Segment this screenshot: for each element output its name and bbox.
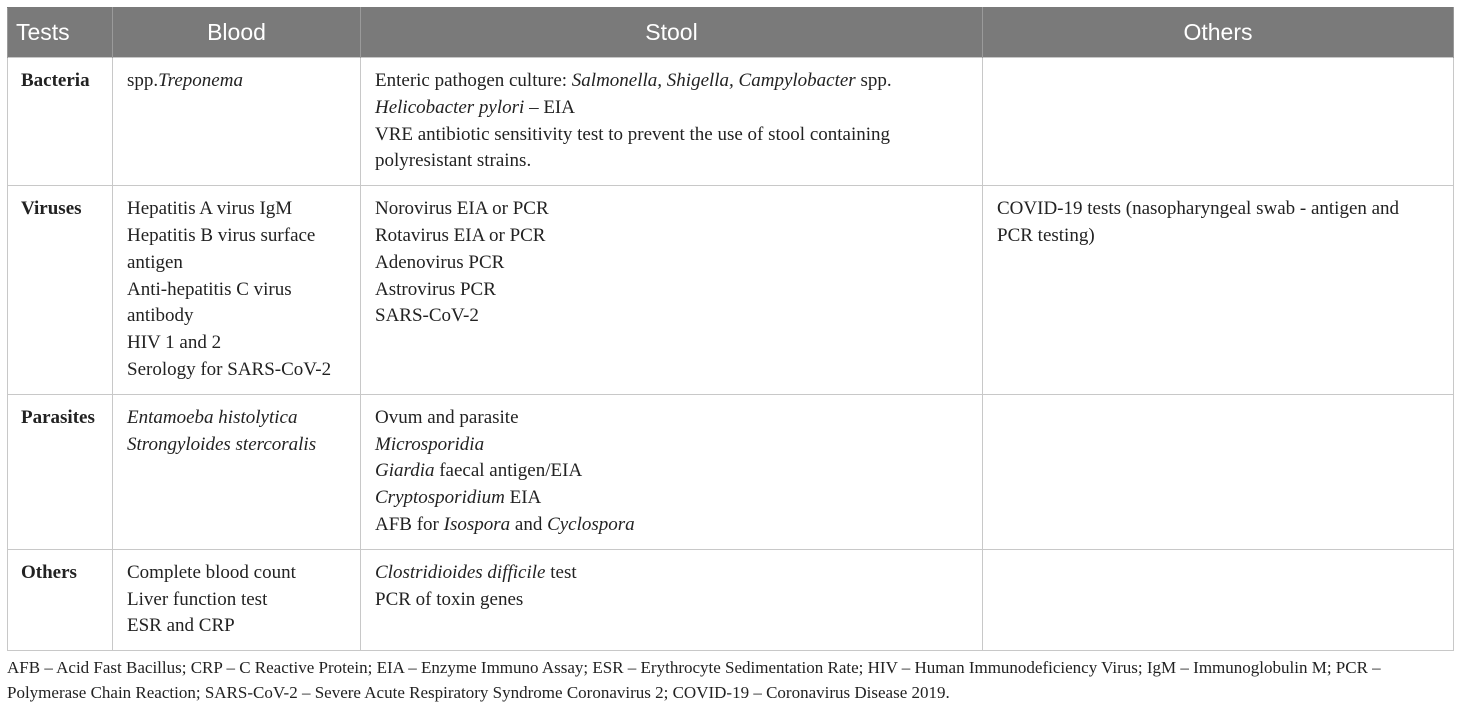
italic-text: Treponema: [158, 70, 243, 91]
cell-line: [375, 148, 968, 175]
cell-line: [375, 587, 968, 614]
text: spp.: [855, 70, 892, 91]
italic-text: Isospora: [443, 513, 511, 535]
cell-line: [375, 303, 968, 330]
cell-line: [127, 223, 346, 250]
table-row: [8, 549, 1454, 650]
text: Complete blood count: [127, 561, 296, 583]
text: Ovum and parasite: [375, 406, 519, 428]
cell-line: [127, 303, 346, 330]
text: Serology for SARS-CoV-2: [127, 358, 332, 380]
cell-line: [375, 405, 968, 432]
cell-line: [127, 196, 346, 223]
header-stool: Stool: [361, 8, 983, 58]
header-others: Others: [983, 8, 1454, 58]
others-cell: [983, 549, 1454, 650]
italic-text: Helicobacter pylori: [375, 96, 525, 118]
cell-line: [127, 405, 346, 432]
stool-cell: [361, 58, 983, 186]
text: AFB for: [375, 513, 444, 535]
cell-line: [375, 277, 968, 304]
stool-cell: [361, 394, 983, 549]
cell-line: [127, 357, 346, 384]
stool-cell: [361, 186, 983, 395]
cell-line: [127, 560, 346, 587]
text: HIV 1 and 2: [127, 332, 222, 354]
text: Anti-hepatitis C virus: [127, 278, 292, 300]
cell-line: [375, 432, 968, 459]
header-blood: Blood: [113, 8, 361, 58]
text: PCR of toxin genes: [375, 588, 524, 610]
text: Norovirus EIA or PCR: [375, 198, 549, 220]
text: Liver function test: [127, 588, 268, 610]
text: polyresistant strains.: [375, 150, 532, 172]
text: antigen: [127, 251, 183, 273]
italic-text: Salmonella, Shigella, Campylobacter: [571, 70, 856, 91]
blood-cell: [113, 394, 361, 549]
cell-line: [127, 250, 346, 277]
cell-line: [127, 432, 346, 459]
italic-text: Strongyloides stercoralis: [127, 433, 317, 455]
blood-cell: [113, 549, 361, 650]
text: Rotavirus EIA or PCR: [375, 224, 546, 246]
text: COVID-19 tests (nasopharyngeal swab - antigen and: [997, 198, 1400, 220]
cell-line: [997, 196, 1439, 223]
table-row: [8, 394, 1454, 549]
text: faecal antigen/EIA: [434, 460, 583, 482]
text: EIA: [504, 487, 542, 509]
cell-line: [127, 68, 346, 95]
cell-line: [997, 223, 1439, 250]
row-category: Parasites: [8, 394, 113, 549]
italic-text: Cryptosporidium: [375, 487, 505, 509]
text: VRE antibiotic sensitivity test to prevent the use of stool containing: [375, 123, 891, 145]
cell-line: [375, 485, 968, 512]
table-row: [8, 58, 1454, 186]
italic-text: Clostridioides difficile: [375, 561, 546, 583]
cell-line: [375, 250, 968, 277]
text: spp.: [127, 70, 159, 91]
text: SARS-CoV-2: [375, 305, 479, 327]
cell-line: [127, 613, 346, 640]
text: – EIA: [524, 96, 575, 118]
cell-line: [127, 330, 346, 357]
text: antibody: [127, 305, 194, 327]
cell-line: [375, 122, 968, 149]
others-cell: [983, 186, 1454, 395]
text: Enteric pathogen culture:: [375, 70, 572, 91]
italic-text: Entamoeba histolytica: [127, 406, 298, 428]
row-category: Bacteria: [8, 58, 113, 186]
text: test: [545, 561, 577, 583]
cell-line: [375, 196, 968, 223]
cell-line: [375, 223, 968, 250]
table-header-row: [8, 8, 1454, 58]
text: PCR testing): [997, 224, 1095, 246]
cell-line: [375, 95, 968, 122]
cell-line: [375, 560, 968, 587]
cell-line: [375, 512, 968, 539]
tests-table: [7, 7, 1454, 651]
cell-line: [375, 458, 968, 485]
row-category: Others: [8, 549, 113, 650]
header-tests: Tests: [8, 8, 113, 58]
text: Hepatitis A virus IgM: [127, 198, 293, 220]
cell-line: [375, 68, 968, 95]
italic-text: Cyclospora: [547, 513, 635, 535]
others-cell: [983, 58, 1454, 186]
table-footnote: AFB – Acid Fast Bacillus; CRP – C Reactive Protein; EIA – Enzyme Immuno Assay; ESR – Erythrocyte Sedimentation Rate; HIV – Human Immunodeficiency Virus; IgM – Immunoglobulin M; PCR – Polymerase Chain Reaction; SARS-CoV-2 – Severe Acute Respiratory Syndrome Coronavirus 2; COVID-19 – Coronavirus Disease 2019.: [7, 658, 1381, 702]
text: Adenovirus PCR: [375, 251, 505, 273]
italic-text: Microsporidia: [375, 433, 485, 455]
others-cell: [983, 394, 1454, 549]
cell-line: [127, 587, 346, 614]
stool-cell: [361, 549, 983, 650]
text: and: [510, 513, 548, 535]
table-row: [8, 186, 1454, 395]
row-category: Viruses: [8, 186, 113, 395]
blood-cell: [113, 186, 361, 395]
text: ESR and CRP: [127, 615, 235, 637]
text: Hepatitis B virus surface: [127, 224, 316, 246]
blood-cell: [113, 58, 361, 186]
italic-text: Giardia: [375, 460, 435, 482]
cell-line: [127, 277, 346, 304]
text: Astrovirus PCR: [375, 278, 496, 300]
